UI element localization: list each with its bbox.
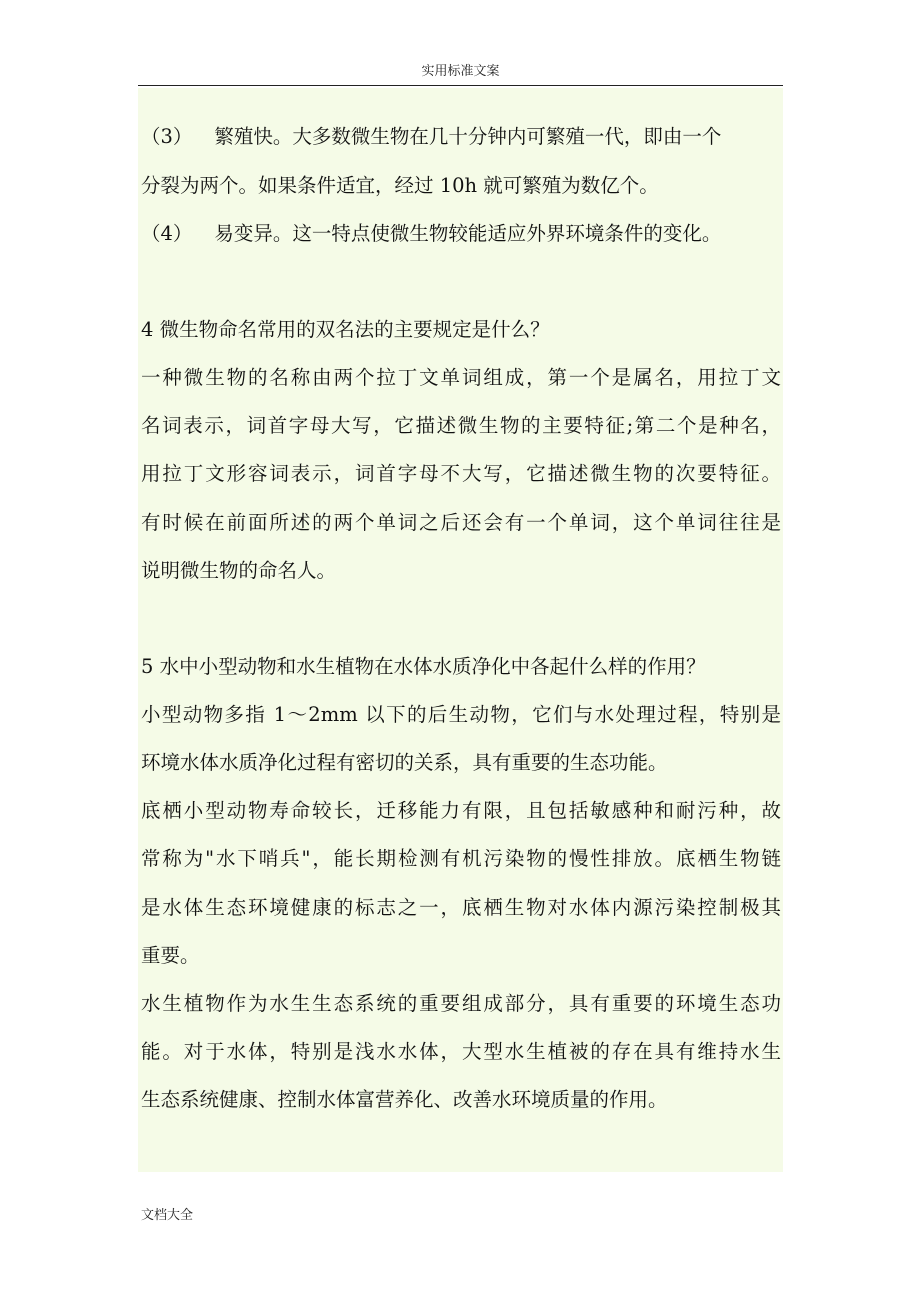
- q5-para1-line: 小型动物多指 1～2mm 以下的后生动物，它们与水处理过程，特别是: [141, 703, 781, 726]
- q5-para3-line: 生态系统健康、控制水体富营养化、改善水环境质量的作用。: [141, 1088, 668, 1111]
- q4-answer-line: 名词表示，词首字母大写，它描述微生物的主要特征;第二个是种名，: [141, 414, 781, 437]
- item4-number: （4）: [141, 222, 193, 245]
- page-footer: 文档大全: [141, 1208, 194, 1223]
- q4-answer-line: 说明微生物的命名人。: [141, 559, 337, 582]
- q5-para2-line: 底栖小型动物寿命较长，迁移能力有限，且包括敏感种和耐污种，故: [141, 799, 781, 822]
- q5-para2-line: 重要。: [141, 944, 200, 967]
- q4-answer-line: 有时候在前面所述的两个单词之后还会有一个单词，这个单词往往是: [141, 511, 781, 534]
- question-5: 5 水中小型动物和水生植物在水体水质净化中各起什么样的作用？: [141, 655, 706, 678]
- item3-line2: 分裂为两个。如果条件适宜，经过 10h 就可繁殖为数亿个。: [141, 174, 659, 197]
- header-rule: [138, 85, 783, 86]
- q4-answer-line: 一种微生物的名称由两个拉丁文单词组成，第一个是属名，用拉丁文: [141, 366, 781, 389]
- page-header: 实用标准文案: [421, 64, 500, 79]
- document-body: [138, 88, 783, 1172]
- q5-para2-line: 是水体生态环境健康的标志之一，底栖生物对水体内源污染控制极其: [141, 896, 781, 919]
- q4-answer-line: 用拉丁文形容词表示，词首字母不大写，它描述微生物的次要特征。: [141, 462, 781, 485]
- q5-para2-line: 常称为"水下哨兵"，能长期检测有机污染物的慢性排放。底栖生物链: [141, 847, 781, 870]
- q5-para1-line: 环境水体水质净化过程有密切的关系，具有重要的生态功能。: [141, 751, 668, 774]
- item4-line: [141, 222, 781, 246]
- item3-line1: [141, 125, 781, 149]
- item3-number: （3）: [141, 125, 193, 148]
- q5-para3-line: 水生植物作为水生生态系统的重要组成部分，具有重要的环境生态功: [141, 992, 781, 1015]
- question-4: 4 微生物命名常用的双名法的主要规定是什么？: [141, 318, 550, 341]
- item4-text: 易变异。这一特点使微生物较能适应外界环境条件的变化。: [214, 222, 722, 245]
- item3-text: 繁殖快。大多数微生物在几十分钟内可繁殖一代，即由一个: [214, 125, 722, 148]
- q5-para3-line: 能。对于水体，特别是浅水水体，大型水生植被的存在具有维持水生: [141, 1040, 781, 1063]
